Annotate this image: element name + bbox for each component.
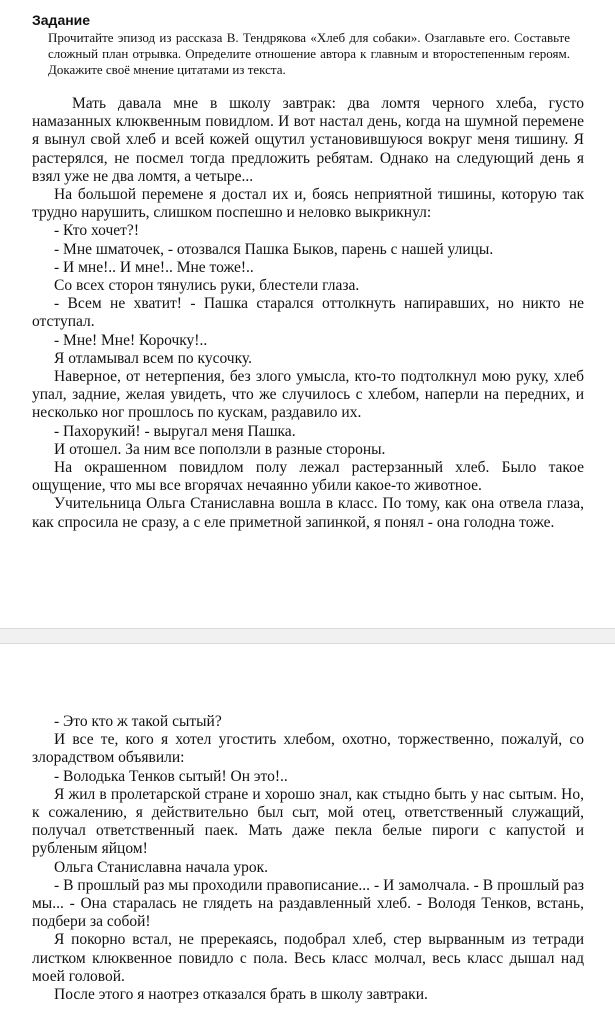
paragraph: Я жил в пролетарской стране и хорошо знал, как стыдно быть у нас сытым. Но, к сожалению, я действительно был сыт, мой отец, ответственный служащий, получал ответственный паек. Мать даже пекла белые пироги с капустой и рубленым яйцом! xyxy=(32,785,584,858)
document-page-2 xyxy=(0,644,615,1027)
paragraph: На окрашенном повидлом полу лежал растерзанный хлеб. Было такое ощущение, что мы все вгорячах нечаянно убили какое-то животное. xyxy=(32,459,584,495)
paragraph: - Кто хочет?! xyxy=(54,222,139,240)
paragraph: - Пахорукий! - выругал меня Пашка. xyxy=(54,422,296,440)
story-text-part-1 xyxy=(32,95,584,532)
paragraph: - Мне! Мне! Корочку!.. xyxy=(54,331,208,349)
paragraph: - И мне!.. И мне!.. Мне тоже!.. xyxy=(54,258,254,276)
paragraph: Наверное, от нетерпения, без злого умысла, кто-то подтолкнул мою руку, хлеб упал, задние, желая увидеть, что же случилось с хлебом, наперли на передних, и несколько ног прошлось по кускам, раздавило их. xyxy=(32,368,584,422)
paragraph: После этого я наотрез отказался брать в школу завтраки. xyxy=(54,986,428,1004)
task-instructions: Прочитайте эпизод из рассказа В. Тендрякова «Хлеб для собаки». Озаглавьте его. Составьте сложный план отрывка. Определите отношение автора к главным и второстепенным героям. Докажите своё мнение цитатами из текста. xyxy=(48,30,570,77)
paragraph: Мать давала мне в школу завтрак: два ломтя черного хлеба, густо намазанных клюквенным повидлом. И вот настал день, когда на шумной перемене я вынул свой хлеб и всей кожей ощутил установившуюся вокруг меня тишину. Я растерялся, не посмел тогда предложить ребятам. Однако на следующий день я взял уже не два ломтя, а четыре... xyxy=(32,95,584,185)
paragraph: Я покорно встал, не пререкаясь, подобрал хлеб, стер вырванным из тетради листком клюквенное повидло с пола. Весь класс молчал, весь класс дышал над моей головой. xyxy=(32,931,584,985)
paragraph: Я отламывал всем по кусочку. xyxy=(54,349,252,367)
story-text-part-2 xyxy=(32,713,584,1004)
paragraph: На большой перемене я достал их и, боясь неприятной тишины, которую так трудно нарушить, слишком поспешно и неловко выкрикнул: xyxy=(32,186,584,222)
paragraph: Учительница Ольга Станиславна вошла в класс. По тому, как она отвела глаза, как спросила не сразу, а с еле приметной запинкой, я понял - она голодна тоже. xyxy=(32,495,584,531)
paragraph: - Мне шматочек, - отозвался Пашка Быков, парень с нашей улицы. xyxy=(54,240,494,258)
paragraph: - Володька Тенков сытый! Он это!.. xyxy=(54,767,288,785)
paragraph: И отошел. За ним все поползли в разные стороны. xyxy=(54,440,386,458)
paragraph: Ольга Станиславна начала урок. xyxy=(54,858,269,876)
task-title: Задание xyxy=(32,12,91,28)
paragraph: Со всех сторон тянулись руки, блестели глаза. xyxy=(54,277,360,295)
paragraph: - Это кто ж такой сытый? xyxy=(54,713,222,730)
page-separator xyxy=(0,628,615,644)
paragraph: - В прошлый раз мы проходили правописание... - И замолчала. - В прошлый раз мы... - Она старалась не глядеть на раздавленный хлеб. - Володя Тенков, встань, подбери за собой! xyxy=(32,876,584,931)
paragraph: И все те, кого я хотел угостить хлебом, охотно, торжественно, пожалуй, со злорадством объявили: xyxy=(32,731,584,767)
paragraph: - Всем не хватит! - Пашка старался оттолкнуть напиравших, но никто не отступал. xyxy=(32,295,584,331)
